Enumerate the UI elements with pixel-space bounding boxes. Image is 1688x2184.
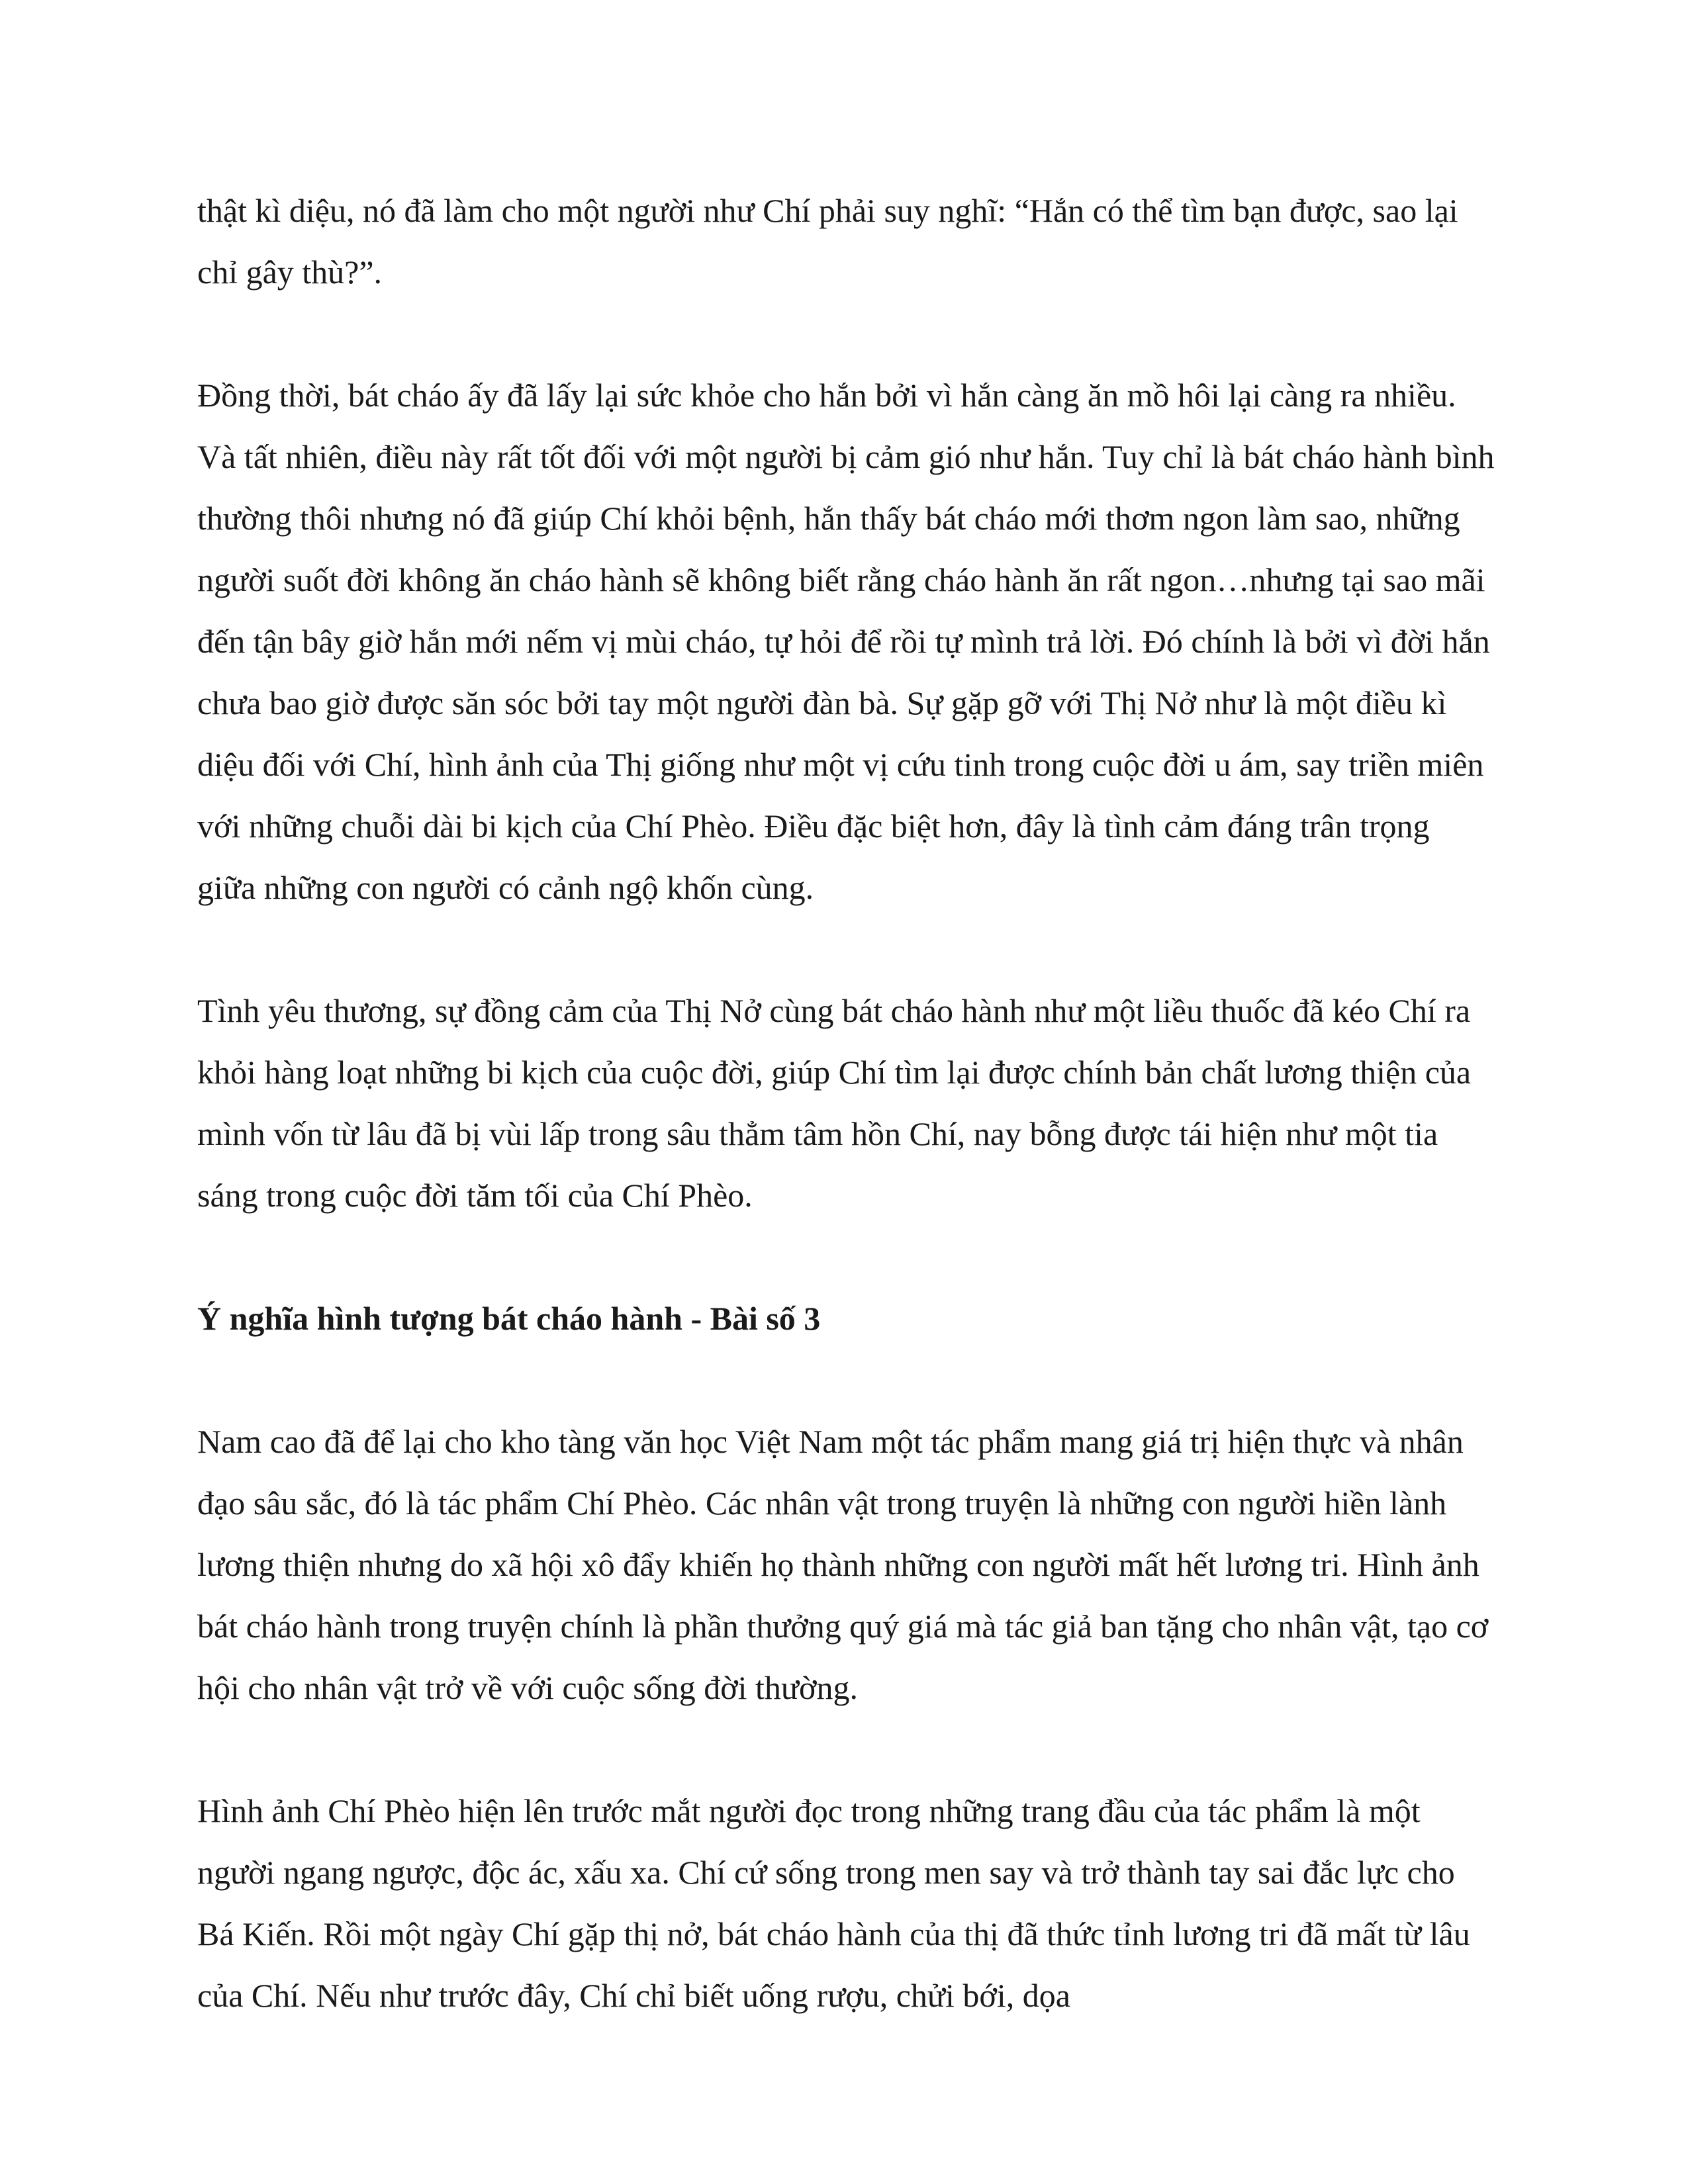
paragraph-3: Tình yêu thương, sự đồng cảm của Thị Nở cùng bát cháo hành như một liều thuốc đã kéo Chí ra khỏi hàng loạt những bi kịch của cuộc đời, giúp Chí tìm lại được chính bản chất lương thiện của mình vốn từ lâu đã bị vùi lấp trong sâu thẳm tâm hồn Chí, nay bỗng được tái hiện như một tia sáng trong cuộc đời tăm tối của Chí Phèo. (197, 992, 1472, 1214)
paragraph-4: Nam cao đã để lại cho kho tàng văn học Việt Nam một tác phẩm mang giá trị hiện thực và nhân đạo sâu sắc, đó là tác phẩm Chí Phèo. Các nhân vật trong truyện là những con người hiền lành lương thiện nhưng do xã hội xô đẩy khiến họ thành những con người mất hết lương tri. Hình ảnh bát cháo hành trong truyện chính là phần thưởng quý giá mà tác giả ban tặng cho nhân vật, tạo cơ hội cho nhân vật trở về với cuộc sống đời thường. (197, 1423, 1489, 1706)
paragraph-5: Hình ảnh Chí Phèo hiện lên trước mắt người đọc trong những trang đầu của tác phẩm là một người ngang ngược, độc ác, xấu xa. Chí cứ sống trong men say và trở thành tay sai đắc lực cho Bá Kiến. Rồi một ngày Chí gặp thị nở, bát cháo hành của thị đã thức tỉnh lương tri đã mất từ lâu của Chí. Nếu như trước đây, Chí chỉ biết uống rượu, chửi bới, dọa (197, 1792, 1470, 2014)
section-heading: Ý nghĩa hình tượng bát cháo hành - Bài số 3 (197, 1300, 821, 1337)
document-page (197, 180, 1495, 2026)
paragraph-2: Đồng thời, bát cháo ấy đã lấy lại sức khỏe cho hắn bởi vì hắn càng ăn mồ hôi lại càng ra nhiều. Và tất nhiên, điều này rất tốt đối với một người bị cảm gió như hắn. Tuy chỉ là bát cháo hành bình thường thôi nhưng nó đã giúp Chí khỏi bệnh, hắn thấy bát cháo mới thơm ngon làm sao, những người suốt đời không ăn cháo hành sẽ không biết rằng cháo hành ăn rất ngon…nhưng tại sao mãi đến tận bây giờ hắn mới nếm vị mùi cháo, tự hỏi để rồi tự mình trả lời. Đó chính là bởi vì đời hắn chưa bao giờ được săn sóc bởi tay một người đàn bà. Sự gặp gỡ với Thị Nở như là một điều kì diệu đối với Chí, hình ảnh của Thị giống như một vị cứu tinh trong cuộc đời u ám, say triền miên với những chuỗi dài bi kịch của Chí Phèo. Điều đặc biệt hơn, đây là tình cảm đáng trân trọng giữa những con người có cảnh ngộ khốn cùng. (197, 377, 1495, 906)
paragraph-1: thật kì diệu, nó đã làm cho một người như Chí phải suy nghĩ: “Hắn có thể tìm bạn được, sao lại chỉ gây thù?”. (197, 192, 1458, 291)
